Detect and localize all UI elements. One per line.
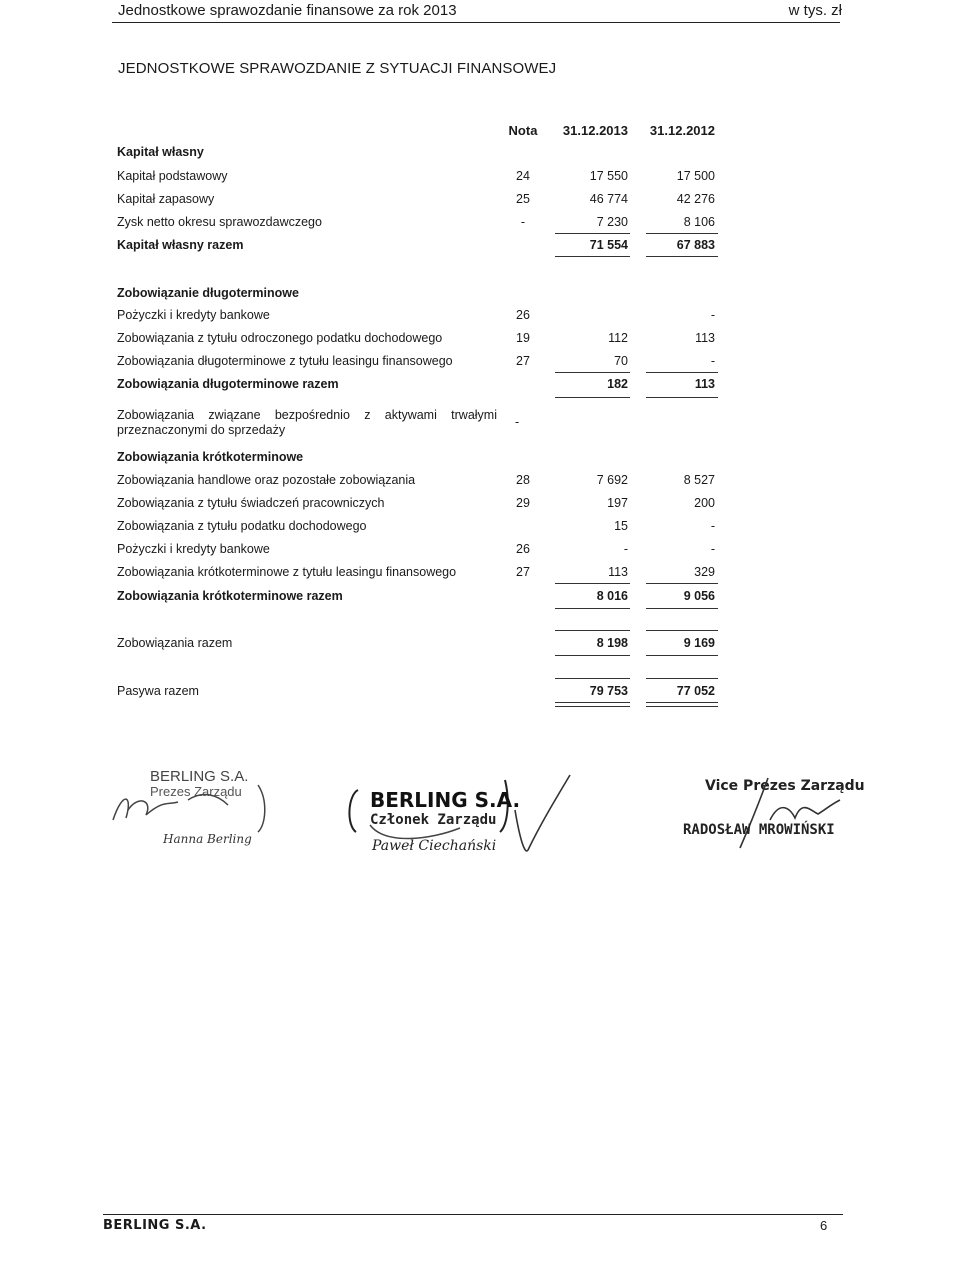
held-for-sale-label: Zobowiązania związane bezpośrednio z aktywami trwałymi przeznaczonymi do sprzedaży [117,408,497,437]
subtotal-rule [646,583,718,584]
grand-total-row [0,684,960,704]
total-rule [646,608,718,609]
row-value-2013: - [623,542,628,556]
statement-title: JEDNOSTKOWE SPRAWOZDANIE Z SYTUACJI FINANSOWEJ [118,60,557,77]
year-2013-column-header: 31.12.2013 [562,123,628,138]
signatory-name: Paweł Ciechański [372,838,497,854]
row-value-2013: 7 230 [596,215,628,229]
row-value-2012: 8 106 [683,215,715,229]
total-rule [646,256,718,257]
held-for-sale-value: - [515,415,520,429]
subtotal-rule [646,678,718,679]
subtotal-rule [646,630,718,631]
row-label: Zobowiązania z tytułu świadczeń pracowniczych [117,496,385,510]
table-row [0,169,960,189]
row-value-2013: 7 692 [596,473,628,487]
total-row [0,238,960,258]
total-value-2013: 79 753 [589,684,628,698]
table-row [0,565,960,585]
row-value-2012: - [710,308,715,322]
signatory-name: RADOSŁAW MROWIŃSKI [683,822,835,838]
header-divider [112,22,840,23]
row-value-2013: 15 [614,519,628,533]
section-heading-longterm [0,286,960,306]
row-nota: 27 [516,354,530,368]
total-rule [555,397,630,398]
equity-heading: Kapitał własny [117,145,204,159]
row-label: Zobowiązania z tytułu odroczonego podatku dochodowego [117,331,443,345]
row-nota: 27 [516,565,530,579]
total-value-2012: 113 [694,377,715,391]
total-rule [555,256,630,257]
total-value-2012: 67 883 [676,238,715,252]
row-nota: 19 [516,331,530,345]
row-value-2012: 329 [694,565,715,579]
table-row [0,473,960,493]
row-value-2013: 46 774 [589,192,628,206]
row-nota: 24 [516,169,530,183]
table-row [0,542,960,562]
total-value-2013: 71 554 [589,238,628,252]
row-value-2012: 200 [694,496,715,510]
total-value-2013: 8 198 [596,636,628,650]
row-label: Kapitał zapasowy [117,192,215,206]
page-number: 6 [820,1218,828,1233]
row-label: Kapitał podstawowy [117,169,228,183]
table-row [0,331,960,351]
total-label: Zobowiązania długoterminowe razem [117,377,339,391]
row-nota: 25 [516,192,530,206]
row-label: Pożyczki i kredyty bankowe [117,308,270,322]
row-value-2012: 8 527 [683,473,715,487]
signatory-name: Hanna Berling [163,832,252,846]
handwritten-signature-icon [108,770,288,840]
total-rule [555,655,630,656]
row-value-2013: 112 [608,331,628,345]
row-nota: 29 [516,496,530,510]
row-nota: - [520,215,526,229]
double-total-rule [646,702,718,707]
nota-column-header: Nota [508,123,538,138]
total-label: Zobowiązania krótkoterminowe razem [117,589,343,603]
row-value-2012: - [710,354,715,368]
report-title: Jednostkowe sprawozdanie finansowe za rok 2013 [118,2,457,19]
row-value-2012: 113 [695,331,715,345]
total-row [0,377,960,397]
stamp-company: BERLING S.A. [150,768,249,785]
row-value-2012: - [710,542,715,556]
stamp-company: BERLING S.A. [370,788,521,812]
total-value-2012: 9 169 [683,636,715,650]
row-label: Zobowiązania krótkoterminowe z tytułu leasingu finansowego [117,565,457,579]
double-total-rule [555,702,630,707]
grand-total-row [0,636,960,656]
total-value-2013: 182 [607,377,628,391]
row-value-2013: 17 550 [589,169,628,183]
subtotal-rule [646,233,718,234]
total-label: Pasywa razem [117,684,199,698]
total-value-2012: 77 052 [676,684,715,698]
row-label: Zobowiązania długoterminowe z tytułu leasingu finansowego [117,354,453,368]
row-value-2013: 70 [614,354,628,368]
total-row [0,589,960,609]
shortterm-heading: Zobowiązania krótkoterminowe [117,450,304,464]
total-label: Zobowiązania razem [117,636,233,650]
footer-company: BERLING S.A. [103,1218,207,1233]
subtotal-rule [555,233,630,234]
subtotal-rule [555,678,630,679]
table-row [0,215,960,235]
total-label: Kapitał własny razem [117,238,244,252]
table-row [0,308,960,328]
handwritten-signature-icon [700,770,860,850]
row-label: Zobowiązania handlowe oraz pozostałe zobowiązania [117,473,416,487]
row-label: Zobowiązania z tytułu podatku dochodowego [117,519,367,533]
row-label: Zysk netto okresu sprawozdawczego [117,215,322,229]
stamp-role: Prezes Zarządu [150,784,242,799]
row-nota: 28 [516,473,530,487]
subtotal-rule [555,372,630,373]
row-value-2013: 113 [608,565,628,579]
column-header-row [0,123,960,143]
total-rule [646,655,718,656]
total-value-2012: 9 056 [683,589,715,603]
table-row [0,496,960,516]
row-value-2012: 17 500 [676,169,715,183]
subtotal-rule [646,372,718,373]
footer-divider [103,1214,843,1215]
longterm-heading: Zobowiązanie długoterminowe [117,286,299,300]
row-value-2012: - [710,519,715,533]
row-value-2013: 197 [607,496,628,510]
year-2012-column-header: 31.12.2012 [649,123,715,138]
row-label: Pożyczki i kredyty bankowe [117,542,270,556]
section-heading-shortterm [0,450,960,470]
table-row [0,192,960,212]
section-heading-equity [0,145,960,165]
stamp-role: Vice Prezes Zarządu [705,778,865,794]
table-row [0,354,960,374]
total-rule [555,608,630,609]
subtotal-rule [555,630,630,631]
row-value-2012: 42 276 [676,192,715,206]
row-nota: 26 [516,542,530,556]
subtotal-rule [555,583,630,584]
stamp-role: Członek Zarządu [370,812,497,828]
table-row [0,519,960,539]
currency-unit: w tys. zł [788,2,842,19]
total-rule [646,397,718,398]
row-nota: 26 [516,308,530,322]
total-value-2013: 8 016 [596,589,628,603]
